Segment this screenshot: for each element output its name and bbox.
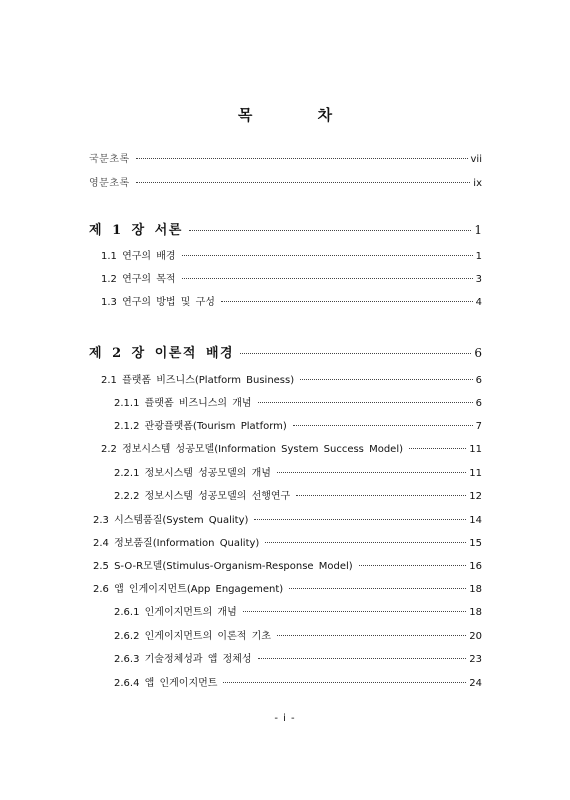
dot-leader (277, 635, 466, 636)
dot-leader (409, 448, 466, 449)
toc-label: 2.2 정보시스템 성공모델(Information System Success Model) (101, 444, 403, 455)
dot-leader (221, 301, 473, 302)
toc-page-number: 6 (474, 346, 482, 360)
toc-page-number: 11 (469, 468, 482, 479)
toc-entry-abstract-english[interactable] (89, 174, 482, 189)
toc-label: 2.6.2 인게이지먼트의 이론적 기초 (114, 631, 271, 642)
toc-page-number: 4 (475, 297, 482, 308)
toc-label: 2.3 시스템품질(System Quality) (93, 515, 249, 526)
dot-leader (243, 611, 467, 612)
dot-leader (258, 658, 467, 659)
toc-entry-2-2-1[interactable] (114, 464, 482, 479)
toc-label: 국문초록 (89, 154, 130, 165)
dot-leader (223, 682, 466, 683)
toc-entry-2-6[interactable] (93, 580, 482, 595)
dot-leader (136, 182, 471, 183)
toc-label: 1.3 연구의 방법 및 구성 (101, 297, 215, 308)
toc-page-number: 6 (475, 398, 482, 409)
dot-leader (182, 278, 473, 279)
toc-page-number: 3 (475, 274, 482, 285)
toc-entry-2-3[interactable] (93, 511, 482, 526)
toc-page-number: 1 (474, 223, 482, 237)
toc-chapter-label: 제 1 장 서론 (89, 223, 183, 238)
dot-leader (189, 230, 472, 231)
page-footer-number: - i - (274, 713, 296, 724)
toc-page-number: 15 (469, 538, 482, 549)
toc-label: 2.1 플랫폼 비즈니스(Platform Business) (101, 375, 295, 386)
toc-chapter-2[interactable] (89, 342, 482, 361)
dot-leader (296, 495, 466, 496)
toc-entry-1-3[interactable] (101, 293, 482, 308)
toc-page-number: 1 (475, 251, 482, 262)
toc-label: 1.1 연구의 배경 (101, 251, 176, 262)
toc-page-number: 18 (469, 584, 482, 595)
toc-entry-2-1-2[interactable] (114, 417, 482, 432)
dot-leader (136, 158, 468, 159)
dot-leader (240, 353, 471, 354)
toc-entry-2-1[interactable] (101, 371, 482, 386)
toc-label: 2.5 S-O-R모델(Stimulus-Organism-Response Model) (93, 561, 353, 572)
toc-label: 영문초록 (89, 178, 130, 189)
toc-entry-2-6-1[interactable] (114, 603, 482, 618)
toc-page-number: 24 (469, 678, 482, 689)
toc-page-number: 14 (469, 515, 482, 526)
toc-label: 2.1.2 관광플랫폼(Tourism Platform) (114, 421, 287, 432)
toc-page-number: 11 (469, 444, 482, 455)
toc-label: 2.1.1 플랫폼 비즈니스의 개념 (114, 398, 252, 409)
toc-entry-2-6-3[interactable] (114, 650, 482, 665)
toc-page-number: vii (470, 154, 482, 165)
dot-leader (182, 255, 473, 256)
toc-chapter-1[interactable] (89, 219, 482, 238)
toc-label: 2.6 앱 인게이지먼트(App Engagement) (93, 584, 284, 595)
toc-label: 2.2.1 정보시스템 성공모델의 개념 (114, 468, 271, 479)
toc-page-number: 6 (475, 375, 482, 386)
toc-entry-2-5[interactable] (93, 557, 482, 572)
toc-label: 2.6.3 기술정체성과 앱 정체성 (114, 654, 252, 665)
toc-entry-2-6-4[interactable] (114, 674, 482, 689)
dot-leader (265, 542, 466, 543)
page-title: 목 차 (237, 106, 363, 124)
toc-entry-2-4[interactable] (93, 534, 482, 549)
toc-page-number: ix (473, 178, 482, 189)
toc-entry-abstract-korean[interactable] (89, 150, 482, 165)
toc-label: 2.2.2 정보시스템 성공모델의 선행연구 (114, 491, 291, 502)
dot-leader (300, 379, 472, 380)
toc-page-number: 18 (469, 607, 482, 618)
dot-leader (293, 425, 473, 426)
dot-leader (254, 519, 466, 520)
toc-entry-2-2[interactable] (101, 440, 482, 455)
toc-entry-1-2[interactable] (101, 270, 482, 285)
toc-entry-1-1[interactable] (101, 247, 482, 262)
toc-entry-2-2-2[interactable] (114, 487, 482, 502)
toc-label: 2.6.1 인게이지먼트의 개념 (114, 607, 237, 618)
dot-leader (277, 472, 466, 473)
dot-leader (258, 402, 473, 403)
toc-label: 2.4 정보품질(Information Quality) (93, 538, 260, 549)
toc-entry-2-6-2[interactable] (114, 627, 482, 642)
dot-leader (289, 588, 466, 589)
dot-leader (359, 565, 467, 566)
toc-label: 1.2 연구의 목적 (101, 274, 176, 285)
toc-page-number: 16 (469, 561, 482, 572)
toc-entry-2-1-1[interactable] (114, 394, 482, 409)
toc-chapter-label: 제 2 장 이론적 배경 (89, 346, 235, 361)
toc-page-number: 23 (469, 654, 482, 665)
toc-label: 2.6.4 앱 인게이지먼트 (114, 678, 218, 689)
toc-page-number: 7 (475, 421, 482, 432)
toc-page-number: 20 (469, 631, 482, 642)
toc-page-number: 12 (469, 491, 482, 502)
